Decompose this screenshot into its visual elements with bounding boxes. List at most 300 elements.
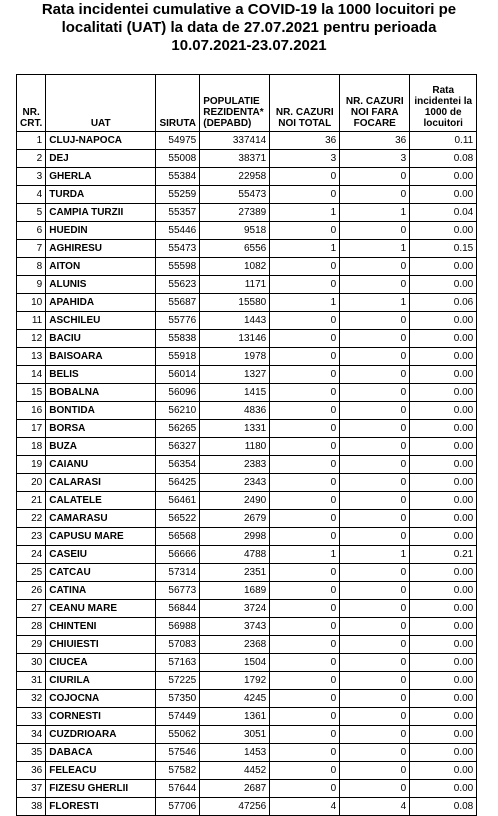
cell-cazuri-fara-focare: 0 [340,690,410,708]
cell-siruta: 56425 [156,474,200,492]
cell-nr: 3 [17,168,46,186]
table-row [17,150,477,168]
cell-populatie: 4788 [200,546,270,564]
cell-cazuri-fara-focare: 0 [340,600,410,618]
header-cazuri-total: NR. CAZURI NOI TOTAL [270,75,340,132]
cell-rata: 0.00 [410,474,477,492]
table-row [17,132,477,150]
cell-nr: 5 [17,204,46,222]
cell-cazuri-fara-focare: 0 [340,348,410,366]
cell-uat: FELEACU [46,762,156,780]
cell-siruta: 56666 [156,546,200,564]
cell-rata: 0.00 [410,582,477,600]
cell-nr: 17 [17,420,46,438]
cell-rata: 0.00 [410,384,477,402]
cell-rata: 0.00 [410,690,477,708]
cell-cazuri-total: 0 [270,528,340,546]
cell-cazuri-fara-focare: 36 [340,132,410,150]
table-row [17,528,477,546]
cell-rata: 0.08 [410,798,477,816]
cell-rata: 0.15 [410,240,477,258]
cell-nr: 18 [17,438,46,456]
cell-siruta: 57314 [156,564,200,582]
table-row [17,456,477,474]
cell-cazuri-fara-focare: 0 [340,744,410,762]
cell-cazuri-total: 0 [270,762,340,780]
cell-uat: BONTIDA [46,402,156,420]
cell-populatie: 1361 [200,708,270,726]
table-row [17,186,477,204]
cell-uat: CAPUSU MARE [46,528,156,546]
cell-rata: 0.00 [410,600,477,618]
cell-populatie: 2490 [200,492,270,510]
cell-nr: 34 [17,726,46,744]
table-row [17,618,477,636]
cell-cazuri-fara-focare: 0 [340,618,410,636]
cell-rata: 0.00 [410,618,477,636]
cell-siruta: 55598 [156,258,200,276]
cell-cazuri-total: 0 [270,474,340,492]
cell-cazuri-fara-focare: 0 [340,312,410,330]
cell-cazuri-total: 0 [270,312,340,330]
cell-nr: 19 [17,456,46,474]
cell-populatie: 15580 [200,294,270,312]
cell-nr: 37 [17,780,46,798]
table-row [17,366,477,384]
table-row [17,222,477,240]
cell-siruta: 57582 [156,762,200,780]
cell-nr: 24 [17,546,46,564]
cell-populatie: 4836 [200,402,270,420]
cell-rata: 0.00 [410,168,477,186]
cell-siruta: 56844 [156,600,200,618]
cell-cazuri-fara-focare: 1 [340,294,410,312]
cell-siruta: 55062 [156,726,200,744]
cell-rata: 0.00 [410,510,477,528]
table-header-row [17,75,477,132]
cell-siruta: 55776 [156,312,200,330]
cell-rata: 0.00 [410,366,477,384]
cell-siruta: 57350 [156,690,200,708]
cell-populatie: 2351 [200,564,270,582]
cell-populatie: 2343 [200,474,270,492]
header-siruta: SIRUTA [156,75,200,132]
cell-uat: CIURILA [46,672,156,690]
cell-cazuri-fara-focare: 0 [340,726,410,744]
cell-siruta: 57546 [156,744,200,762]
cell-siruta: 55446 [156,222,200,240]
cell-rata: 0.00 [410,312,477,330]
cell-nr: 38 [17,798,46,816]
table-row [17,564,477,582]
cell-nr: 2 [17,150,46,168]
cell-uat: CHIUIESTI [46,636,156,654]
cell-rata: 0.06 [410,294,477,312]
table-row [17,384,477,402]
cell-cazuri-fara-focare: 0 [340,276,410,294]
cell-populatie: 6556 [200,240,270,258]
cell-siruta: 56327 [156,438,200,456]
cell-populatie: 1327 [200,366,270,384]
cell-uat: APAHIDA [46,294,156,312]
cell-populatie: 9518 [200,222,270,240]
cell-cazuri-fara-focare: 0 [340,528,410,546]
cell-uat: CAMARASU [46,510,156,528]
cell-cazuri-fara-focare: 0 [340,384,410,402]
cell-cazuri-fara-focare: 0 [340,222,410,240]
cell-rata: 0.00 [410,744,477,762]
cell-rata: 0.11 [410,132,477,150]
cell-nr: 32 [17,690,46,708]
cell-siruta: 56096 [156,384,200,402]
cell-uat: CALARASI [46,474,156,492]
cell-nr: 14 [17,366,46,384]
cell-cazuri-fara-focare: 0 [340,762,410,780]
cell-uat: CALATELE [46,492,156,510]
cell-cazuri-fara-focare: 0 [340,186,410,204]
cell-cazuri-total: 0 [270,348,340,366]
table-row [17,420,477,438]
table-row [17,204,477,222]
cell-uat: CASEIU [46,546,156,564]
cell-nr: 29 [17,636,46,654]
cell-cazuri-fara-focare: 0 [340,654,410,672]
cell-cazuri-fara-focare: 0 [340,636,410,654]
cell-populatie: 2383 [200,456,270,474]
cell-cazuri-fara-focare: 0 [340,258,410,276]
cell-siruta: 57706 [156,798,200,816]
cell-nr: 10 [17,294,46,312]
cell-uat: BORSA [46,420,156,438]
cell-cazuri-fara-focare: 0 [340,168,410,186]
table-row [17,168,477,186]
cell-rata: 0.00 [410,258,477,276]
cell-cazuri-fara-focare: 0 [340,330,410,348]
cell-rata: 0.00 [410,528,477,546]
cell-uat: BOBALNA [46,384,156,402]
cell-siruta: 55357 [156,204,200,222]
cell-nr: 28 [17,618,46,636]
header-nr-crt: NR. CRT. [17,75,46,132]
cell-cazuri-fara-focare: 0 [340,492,410,510]
cell-uat: CHINTENI [46,618,156,636]
cell-populatie: 27389 [200,204,270,222]
cell-siruta: 56014 [156,366,200,384]
table-row [17,798,477,816]
cell-rata: 0.08 [410,150,477,168]
cell-nr: 33 [17,708,46,726]
cell-cazuri-total: 0 [270,402,340,420]
cell-populatie: 3051 [200,726,270,744]
cell-populatie: 1443 [200,312,270,330]
cell-siruta: 56354 [156,456,200,474]
table-row [17,762,477,780]
cell-uat: CAMPIA TURZII [46,204,156,222]
cell-cazuri-total: 0 [270,222,340,240]
cell-cazuri-fara-focare: 1 [340,204,410,222]
cell-rata: 0.00 [410,222,477,240]
cell-nr: 20 [17,474,46,492]
cell-rata: 0.00 [410,438,477,456]
table-row [17,780,477,798]
cell-cazuri-total: 0 [270,366,340,384]
cell-cazuri-fara-focare: 4 [340,798,410,816]
cell-uat: DEJ [46,150,156,168]
cell-uat: CORNESTI [46,708,156,726]
cell-populatie: 3743 [200,618,270,636]
cell-cazuri-fara-focare: 1 [340,546,410,564]
cell-populatie: 1978 [200,348,270,366]
cell-rata: 0.00 [410,708,477,726]
cell-populatie: 2679 [200,510,270,528]
table-row [17,726,477,744]
table-row [17,744,477,762]
document-title [0,0,498,57]
cell-nr: 16 [17,402,46,420]
cell-cazuri-total: 0 [270,582,340,600]
cell-rata: 0.00 [410,762,477,780]
cell-nr: 22 [17,510,46,528]
table-row [17,636,477,654]
table-row [17,348,477,366]
cell-populatie: 1415 [200,384,270,402]
cell-cazuri-total: 0 [270,384,340,402]
cell-populatie: 13146 [200,330,270,348]
cell-rata: 0.00 [410,420,477,438]
cell-populatie: 1331 [200,420,270,438]
cell-populatie: 1180 [200,438,270,456]
cell-siruta: 56522 [156,510,200,528]
cell-nr: 36 [17,762,46,780]
cell-rata: 0.00 [410,492,477,510]
table-row [17,258,477,276]
cell-rata: 0.00 [410,672,477,690]
cell-siruta: 57083 [156,636,200,654]
header-cazuri-fara-focare: NR. CAZURI NOI FARA FOCARE [340,75,410,132]
table-row [17,474,477,492]
cell-cazuri-fara-focare: 1 [340,240,410,258]
table-row [17,708,477,726]
cell-uat: BACIU [46,330,156,348]
cell-populatie: 1689 [200,582,270,600]
cell-uat: FLORESTI [46,798,156,816]
cell-nr: 26 [17,582,46,600]
cell-rata: 0.00 [410,780,477,798]
cell-cazuri-total: 0 [270,186,340,204]
title-line-2: localitati (UAT) la data de 27.07.2021 pentru perioada [61,19,437,36]
cell-nr: 13 [17,348,46,366]
cell-populatie: 1453 [200,744,270,762]
cell-cazuri-fara-focare: 0 [340,780,410,798]
cell-nr: 12 [17,330,46,348]
cell-siruta: 57225 [156,672,200,690]
cell-cazuri-total: 0 [270,258,340,276]
cell-nr: 15 [17,384,46,402]
table-row [17,672,477,690]
cell-nr: 21 [17,492,46,510]
cell-rata: 0.00 [410,276,477,294]
cell-cazuri-total: 36 [270,132,340,150]
cell-cazuri-total: 0 [270,420,340,438]
table-row [17,240,477,258]
cell-nr: 7 [17,240,46,258]
cell-cazuri-total: 1 [270,204,340,222]
cell-populatie: 2368 [200,636,270,654]
cell-populatie: 1792 [200,672,270,690]
cell-populatie: 4245 [200,690,270,708]
cell-siruta: 57644 [156,780,200,798]
cell-nr: 23 [17,528,46,546]
cell-uat: AITON [46,258,156,276]
table-row [17,492,477,510]
cell-cazuri-total: 0 [270,708,340,726]
cell-siruta: 55687 [156,294,200,312]
cell-siruta: 56210 [156,402,200,420]
cell-cazuri-total: 0 [270,438,340,456]
cell-uat: BELIS [46,366,156,384]
cell-cazuri-fara-focare: 0 [340,510,410,528]
cell-cazuri-total: 0 [270,168,340,186]
cell-cazuri-total: 0 [270,726,340,744]
cell-cazuri-fara-focare: 0 [340,564,410,582]
cell-populatie: 2998 [200,528,270,546]
cell-populatie: 337414 [200,132,270,150]
cell-populatie: 2687 [200,780,270,798]
title-line-1: Rata incidentei cumulative a COVID-19 la 1000 locuitori pe [41,1,457,18]
cell-populatie: 1082 [200,258,270,276]
table-row [17,582,477,600]
cell-cazuri-total: 0 [270,744,340,762]
cell-rata: 0.00 [410,402,477,420]
cell-populatie: 1504 [200,654,270,672]
cell-cazuri-fara-focare: 3 [340,150,410,168]
cell-cazuri-total: 1 [270,240,340,258]
table-row [17,600,477,618]
cell-siruta: 57449 [156,708,200,726]
cell-cazuri-total: 0 [270,492,340,510]
cell-uat: TURDA [46,186,156,204]
cell-cazuri-total: 0 [270,690,340,708]
cell-nr: 27 [17,600,46,618]
cell-rata: 0.00 [410,330,477,348]
cell-uat: CLUJ-NAPOCA [46,132,156,150]
cell-rata: 0.00 [410,456,477,474]
table-row [17,690,477,708]
cell-cazuri-fara-focare: 0 [340,474,410,492]
cell-uat: CEANU MARE [46,600,156,618]
table-row [17,276,477,294]
cell-siruta: 55384 [156,168,200,186]
cell-uat: CATINA [46,582,156,600]
table-body [17,132,477,816]
cell-cazuri-total: 3 [270,150,340,168]
header-uat: UAT [46,75,156,132]
cell-rata: 0.00 [410,726,477,744]
cell-uat: CAIANU [46,456,156,474]
cell-uat: HUEDIN [46,222,156,240]
cell-nr: 6 [17,222,46,240]
table-row [17,330,477,348]
cell-uat: BUZA [46,438,156,456]
cell-siruta: 57163 [156,654,200,672]
cell-rata: 0.00 [410,636,477,654]
cell-nr: 25 [17,564,46,582]
cell-siruta: 55838 [156,330,200,348]
table-row [17,510,477,528]
table-row [17,546,477,564]
cell-cazuri-fara-focare: 0 [340,420,410,438]
cell-cazuri-total: 0 [270,636,340,654]
cell-nr: 31 [17,672,46,690]
cell-cazuri-total: 4 [270,798,340,816]
cell-siruta: 55473 [156,240,200,258]
cell-populatie: 22958 [200,168,270,186]
cell-siruta: 55623 [156,276,200,294]
table-row [17,312,477,330]
cell-cazuri-total: 0 [270,330,340,348]
cell-uat: BAISOARA [46,348,156,366]
cell-populatie: 3724 [200,600,270,618]
cell-nr: 30 [17,654,46,672]
cell-cazuri-total: 0 [270,780,340,798]
cell-uat: GHERLA [46,168,156,186]
cell-siruta: 55259 [156,186,200,204]
cell-cazuri-total: 0 [270,654,340,672]
cell-populatie: 55473 [200,186,270,204]
header-rata-incidenta: Rata incidentei la 1000 de locuitori [410,75,477,132]
cell-cazuri-fara-focare: 0 [340,672,410,690]
cell-cazuri-total: 1 [270,294,340,312]
cell-nr: 8 [17,258,46,276]
cell-cazuri-fara-focare: 0 [340,366,410,384]
header-populatie: POPULATIE REZIDENTA* (DEPABD) [200,75,270,132]
cell-cazuri-total: 0 [270,276,340,294]
cell-cazuri-total: 0 [270,564,340,582]
title-line-3: 10.07.2021-23.07.2021 [171,37,327,54]
cell-rata: 0.04 [410,204,477,222]
cell-cazuri-total: 0 [270,600,340,618]
cell-rata: 0.00 [410,564,477,582]
cell-cazuri-fara-focare: 0 [340,582,410,600]
cell-cazuri-fara-focare: 0 [340,402,410,420]
cell-uat: DABACA [46,744,156,762]
cell-populatie: 38371 [200,150,270,168]
cell-cazuri-total: 0 [270,456,340,474]
cell-nr: 4 [17,186,46,204]
cell-cazuri-total: 0 [270,510,340,528]
table-row [17,438,477,456]
cell-uat: FIZESU GHERLII [46,780,156,798]
table-row [17,294,477,312]
incidence-table-wrapper [16,74,477,816]
cell-cazuri-fara-focare: 0 [340,708,410,726]
table-row [17,654,477,672]
cell-uat: ASCHILEU [46,312,156,330]
cell-rata: 0.00 [410,654,477,672]
cell-siruta: 56265 [156,420,200,438]
cell-uat: COJOCNA [46,690,156,708]
cell-cazuri-total: 0 [270,672,340,690]
cell-siruta: 56568 [156,528,200,546]
cell-nr: 35 [17,744,46,762]
incidence-table [16,74,477,816]
cell-nr: 1 [17,132,46,150]
cell-nr: 11 [17,312,46,330]
cell-populatie: 4452 [200,762,270,780]
cell-cazuri-total: 0 [270,618,340,636]
cell-cazuri-fara-focare: 0 [340,438,410,456]
cell-uat: CUZDRIOARA [46,726,156,744]
